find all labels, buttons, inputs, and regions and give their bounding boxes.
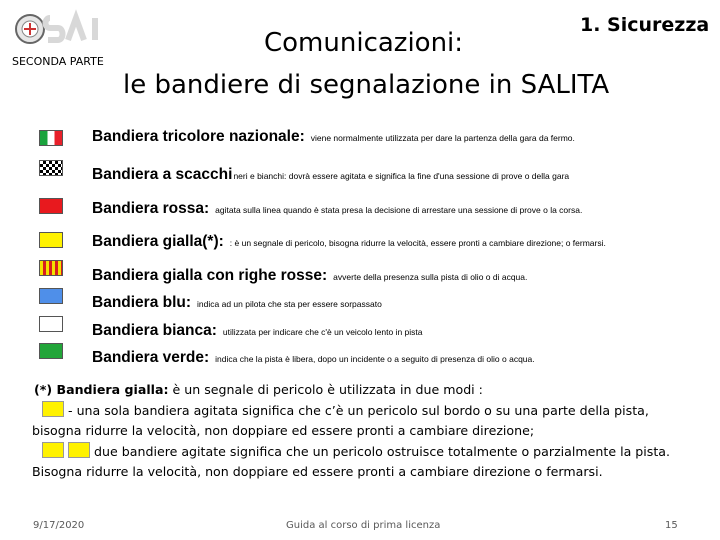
flag-row-gialla-righe-rosse	[92, 265, 527, 285]
note-line-3	[42, 442, 670, 463]
flag-name: Bandiera blu:	[92, 294, 192, 311]
flag-row-gialla	[92, 231, 606, 251]
yellow-flag-icon	[42, 401, 64, 417]
flag-row-scacchi	[92, 164, 569, 184]
italian-flag-icon	[39, 130, 63, 146]
flag-name: Bandiera tricolore nazionale:	[92, 128, 305, 145]
section-label: SECONDA PARTE	[12, 55, 104, 68]
note-line-4: Bisogna ridurre la velocità, non doppiare ed essere pronti a cambiare direzione o fermarsi.	[32, 464, 603, 479]
flag-description: agitata sulla linea quando è stata presa la decisione di arrestare una sessione di prove o la corsa.	[215, 205, 583, 215]
flag-name: Bandiera bianca:	[92, 322, 217, 339]
footer-date: 9/17/2020	[33, 520, 85, 531]
note-line-2: bisogna ridurre la velocità, non doppiare ed essere pronti a cambiare direzione;	[32, 423, 535, 438]
flag-row-tricolore	[92, 126, 575, 146]
yellow-red-striped-flag-icon	[39, 260, 63, 276]
note-text: - una sola bandiera agitata significa che c’è un pericolo sul bordo o su una parte della pista,	[68, 402, 649, 418]
flag-description: avverte della presenza sulla pista di olio o di acqua.	[333, 272, 528, 282]
csai-logo	[10, 8, 110, 50]
flag-name: Bandiera rossa:	[92, 200, 210, 217]
flag-description: utilizzata per indicare che c'è un veicolo lento in pista	[222, 327, 423, 337]
flag-row-rossa	[92, 198, 582, 218]
page-title-line-1: Comunicazioni:	[264, 28, 464, 58]
flag-row-blu	[92, 292, 382, 312]
checkered-flag-icon	[39, 160, 63, 176]
page-title-line-2: le bandiere di segnalazione in SALITA	[123, 70, 610, 100]
chapter-title: 1. Sicurezza	[580, 14, 710, 36]
flag-name: Bandiera gialla con righe rosse:	[92, 267, 328, 284]
yellow-flag-icon	[42, 442, 64, 458]
flag-row-bianca	[92, 320, 423, 340]
flag-description: : è un segnale di pericolo, bisogna ridurre la velocità, essere pronti a cambiare direzione; o fermarsi.	[229, 238, 606, 248]
blue-flag-icon	[39, 288, 63, 304]
flag-description: indica ad un pilota che sta per essere sorpassato	[197, 299, 382, 309]
flag-row-verde	[92, 347, 535, 367]
yellow-flag-note	[32, 380, 670, 483]
flag-name: Bandiera a scacchi	[92, 166, 233, 183]
green-flag-icon	[39, 343, 63, 359]
flag-description: neri e bianchi: dovrà essere agitata e significa la fine d'una sessione di prove o della gara	[233, 171, 570, 181]
page-number: 15	[665, 520, 678, 531]
note-line-1	[42, 401, 670, 422]
footer-title: Guida al corso di prima licenza	[286, 520, 441, 531]
flag-description: indica che la pista è libera, dopo un incidente o a seguito di presenza di olio o acqua.	[215, 354, 535, 364]
yellow-flag-icon	[68, 442, 90, 458]
flag-name: Bandiera gialla(*):	[92, 233, 224, 250]
note-text: due bandiere agitate significa che un pericolo ostruisce totalmente o parzialmente la pista.	[94, 443, 671, 459]
flag-description: viene normalmente utilizzata per dare la partenza della gara da fermo.	[310, 133, 575, 143]
note-heading-line	[34, 380, 670, 401]
flag-name: Bandiera verde:	[92, 349, 210, 366]
note-heading: (*) Bandiera gialla:	[34, 382, 169, 397]
white-flag-icon	[39, 316, 63, 332]
red-flag-icon	[39, 198, 63, 214]
note-intro: è un segnale di pericolo è utilizzata in due modi :	[168, 382, 483, 397]
yellow-flag-icon	[39, 232, 63, 248]
